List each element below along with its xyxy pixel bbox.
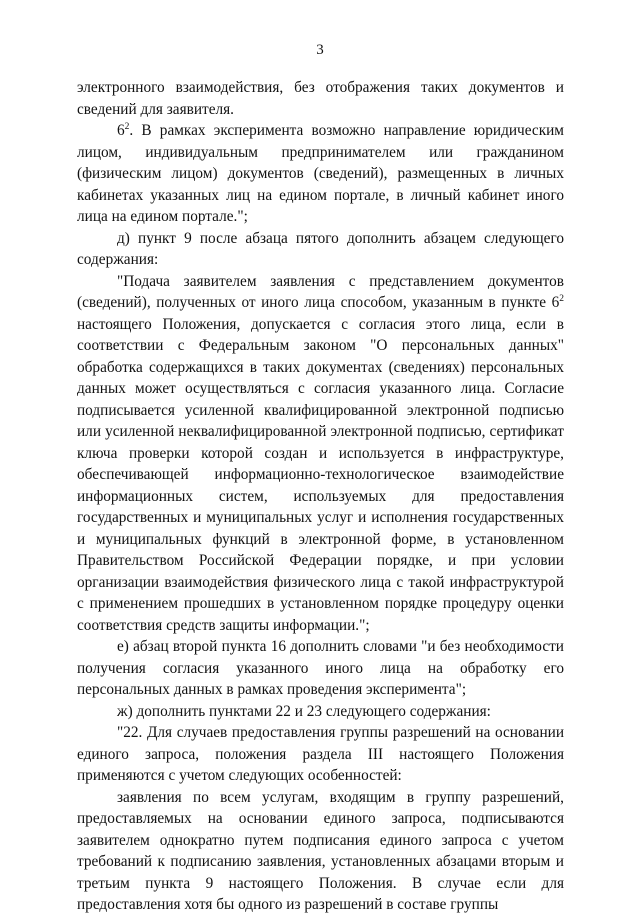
- paragraph-text: настоящего Положения, допускается с согласия этого лица, если в соответствии с Федеральным законом "О персональных данных" обработка содержащихся в таких документах (сведениях) персональных данных может осуществляться с согласия указанного лица. Согласие подписывается усиленной квалифицированной электронной подписью или усиленной неквалифицированной электронной подписью, сертификат ключа проверки которой создан и используется в инфраструктуре, обеспечивающей информационно-технологическое взаимодействие информационных систем, используемых для предоставления государственных и муниципальных услуг и исполнения государственных и муниципальных функций в электронной форме, в установленном Правительством Российской Федерации порядке, и при условии организации взаимодействия физического лица с такой инфраструктурой с применением прошедших в установленном порядке процедуру оценки соответствия средств защиты информации.";: [77, 315, 564, 634]
- paragraph-text: заявления по всем услугам, входящим в группу разрешений, предоставляемых на основании единого запроса, подписываются заявителем однократно путем подписания единого запроса с учетом требований к подписанию заявления, установленных абзацами вторым и третьим пункта 9 настоящего Положения. В случае если для предоставления хотя бы одного из разрешений в составе группы: [77, 788, 564, 913]
- paragraph: [77, 120, 564, 228]
- superscript: 2: [124, 122, 130, 132]
- paragraph: [77, 701, 564, 723]
- paragraph-text: электронного взаимодействия, без отображения таких документов и сведений для заявителя.: [77, 79, 564, 118]
- paragraph-text: д) пункт 9 после абзаца пятого дополнить абзацем следующего содержания:: [77, 229, 564, 268]
- paragraph-text: 6: [117, 122, 125, 139]
- paragraph: [77, 228, 564, 271]
- document-body: [77, 77, 564, 916]
- page-number: 3: [316, 42, 324, 58]
- paragraph: [77, 636, 564, 701]
- paragraph-text: ж) дополнить пунктами 22 и 23 следующего содержания:: [117, 702, 491, 720]
- paragraph-text: "22. Для случаев предоставления группы разрешений на основании единого запроса, положения раздела III настоящего Положения применяются с учетом следующих особенностей:: [77, 724, 564, 784]
- paragraph-text: "Подача заявителем заявления с представлением документов (сведений), полученных от иного лица способом, указанным в пункте 6: [77, 272, 564, 311]
- paragraph-text: . В рамках эксперимента возможно направление юридическим лицом, индивидуальным предпринимателем или гражданином (физическим лицом) документов (сведений), размещенных в личных кабинетах указанных лиц на едином портале, в личный кабинет иного лица на едином портале.";: [77, 122, 564, 225]
- paragraph: [77, 787, 564, 916]
- superscript: 2: [559, 294, 564, 304]
- paragraph-text: е) абзац второй пункта 16 дополнить словами "и без необходимости получения согласия указанного иного лица на обработку его персональных данных в рамках проведения эксперимента";: [77, 638, 564, 698]
- paragraph: [77, 722, 564, 787]
- paragraph: [77, 77, 564, 120]
- paragraph: [77, 271, 564, 637]
